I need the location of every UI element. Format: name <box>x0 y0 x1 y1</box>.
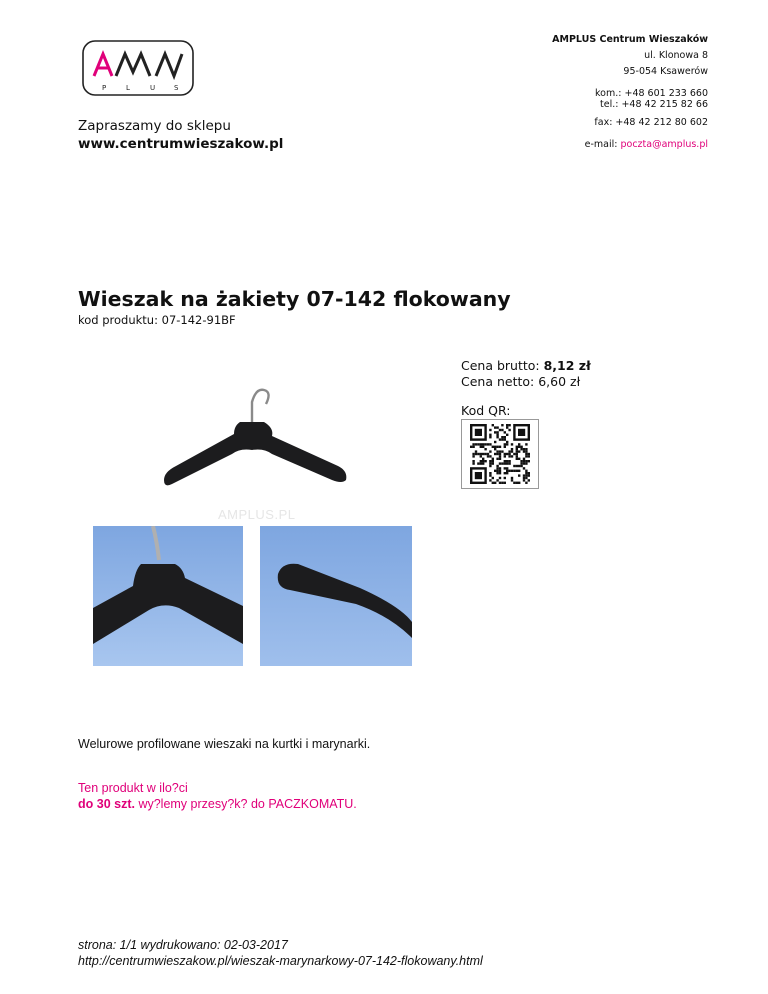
page-url[interactable]: http://centrumwieszakow.pl/wieszak-marynarkowy-07-142-flokowany.html <box>78 954 483 968</box>
hanger-closeup-center <box>93 526 243 666</box>
email-link[interactable]: poczta@amplus.pl <box>620 139 708 150</box>
qr-code[interactable] <box>461 419 539 489</box>
product-description: Welurowe profilowane wieszaki na kurtki i marynarki. <box>78 737 371 751</box>
amplus-logo[interactable] <box>82 40 194 96</box>
product-thumbnail[interactable] <box>93 526 243 666</box>
company-email <box>552 137 708 153</box>
logo-letter: P <box>102 84 107 92</box>
email-label: e-mail: <box>584 139 621 150</box>
product-code: kod produktu: 07-142-91BF <box>78 313 236 327</box>
hanger-closeup-arm <box>260 526 412 666</box>
company-city: 95-054 Ksawerów <box>623 66 708 77</box>
promo-quantity: do 30 szt. <box>78 797 135 811</box>
logo-graphic <box>82 40 194 96</box>
promo-rest: wy?lemy przesy?k? do PACZKOMATU. <box>134 797 357 811</box>
gross-price-value: 8,12 zł <box>543 358 591 373</box>
print-footer <box>78 937 483 969</box>
promo-line-1: Ten produkt w ilo?ci <box>78 781 188 795</box>
promo-line-2 <box>78 796 357 812</box>
shop-invite <box>78 117 283 153</box>
product-title: Wieszak na żakiety 07-142 flokowany <box>78 287 511 311</box>
product-thumbnail[interactable] <box>260 526 412 666</box>
hanger-illustration <box>136 362 376 512</box>
company-street: ul. Klonowa 8 <box>644 50 708 61</box>
company-fax: fax: +48 42 212 80 602 <box>594 117 708 128</box>
qr-label: Kod QR: <box>461 403 511 418</box>
logo-letter: S <box>174 84 179 92</box>
net-price: Cena netto: 6,60 zł <box>461 374 581 389</box>
company-contact <box>552 32 708 153</box>
price-block <box>461 358 591 390</box>
gross-price <box>461 358 591 374</box>
watermark-text: AMPLUS.PL <box>218 507 296 522</box>
logo-letter: U <box>150 84 156 92</box>
logo-letter: L <box>126 84 130 92</box>
company-mobile: kom.: +48 601 233 660 <box>595 88 708 99</box>
product-main-image[interactable] <box>136 362 376 512</box>
qr-code-graphic <box>462 420 538 488</box>
company-phone: tel.: +48 42 215 82 66 <box>600 99 708 110</box>
gross-price-label: Cena brutto: <box>461 358 544 373</box>
company-name: AMPLUS Centrum Wieszaków <box>552 34 708 45</box>
shop-url-link[interactable]: www.centrumwieszakow.pl <box>78 136 284 152</box>
page-info: strona: 1/1 wydrukowano: 02-03-2017 <box>78 938 288 952</box>
parcel-locker-promo <box>78 780 357 812</box>
invite-text: Zapraszamy do sklepu <box>78 118 231 134</box>
